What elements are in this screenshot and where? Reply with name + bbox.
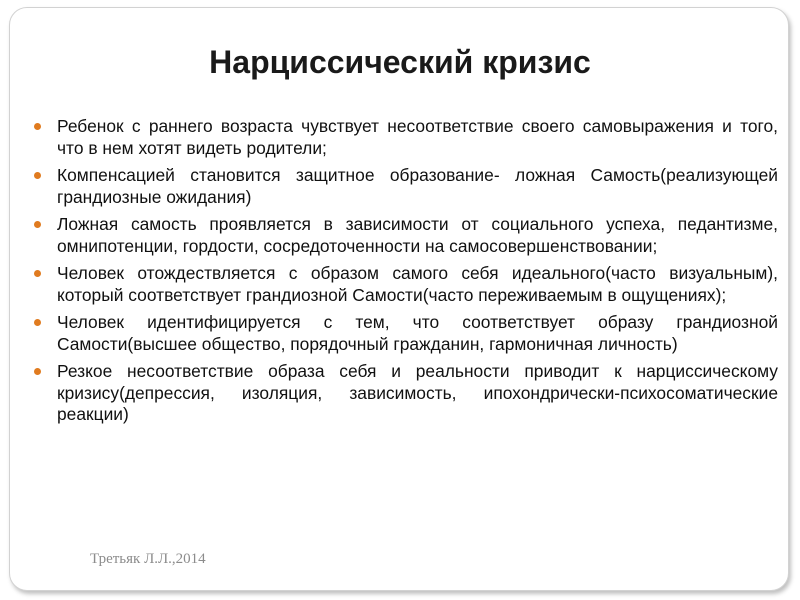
bullet-item <box>32 116 778 159</box>
bullet-text: Человек отождествляется с образом самого себя идеального(часто визуальным), который соответствует грандиозной Самости(часто переживаемым в ощущениях); <box>57 263 778 305</box>
bullet-icon <box>34 172 41 179</box>
footer-author: Третьяк Л.Л.,2014 <box>90 551 206 567</box>
bullet-item <box>32 214 778 257</box>
bullet-text: Ребенок с раннего возраста чувствует несоответствие своего самовыражения и того, что в нем хотят видеть родители; <box>57 116 778 158</box>
bullet-icon <box>34 123 41 130</box>
bullet-icon <box>34 368 41 375</box>
bullet-item <box>32 263 778 306</box>
bullet-item <box>32 361 778 426</box>
slide-title: Нарциссический кризис <box>209 44 591 80</box>
bullet-list <box>32 116 778 432</box>
bullet-item <box>32 312 778 355</box>
bullet-text: Резкое несоответствие образа себя и реальности приводит к нарциссическому кризису(депрессия, изоляция, зависимость, ипохондрически-психосоматические реакции) <box>57 361 778 424</box>
bullet-text: Компенсацией становится защитное образование- ложная Самость(реализующей грандиозные ожидания) <box>57 165 778 207</box>
bullet-item <box>32 165 778 208</box>
bullet-icon <box>34 270 41 277</box>
bullet-icon <box>34 221 41 228</box>
bullet-icon <box>34 319 41 326</box>
bullet-text: Ложная самость проявляется в зависимости от социального успеха, педантизме, омнипотенции, гордости, сосредоточенности на самосовершенствовании; <box>57 214 778 256</box>
bullet-text: Человек идентифицируется с тем, что соответствует образу грандиозной Самости(высшее общество, порядочный гражданин, гармоничная личность) <box>57 312 778 354</box>
